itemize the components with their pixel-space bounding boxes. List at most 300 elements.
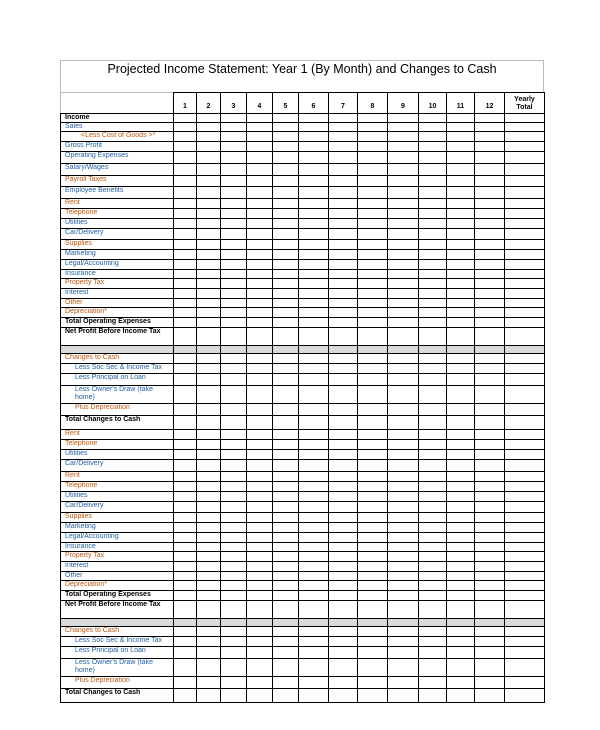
value-cell[interactable]: [388, 492, 419, 502]
value-cell[interactable]: [505, 289, 545, 299]
value-cell[interactable]: [475, 328, 505, 346]
value-cell[interactable]: [475, 386, 505, 404]
value-cell[interactable]: [299, 533, 329, 543]
value-cell[interactable]: [174, 533, 197, 543]
value-cell[interactable]: [447, 472, 475, 482]
value-cell[interactable]: [221, 689, 247, 703]
value-cell[interactable]: [475, 440, 505, 450]
value-cell[interactable]: [475, 552, 505, 562]
value-cell[interactable]: [299, 250, 329, 260]
value-cell[interactable]: [475, 513, 505, 523]
value-cell[interactable]: [447, 581, 475, 591]
value-cell[interactable]: [299, 562, 329, 572]
value-cell[interactable]: [197, 543, 221, 552]
value-cell[interactable]: [329, 677, 358, 689]
value-cell[interactable]: [475, 502, 505, 513]
value-cell[interactable]: [299, 176, 329, 187]
value-cell[interactable]: [447, 123, 475, 132]
value-cell[interactable]: [447, 152, 475, 164]
value-cell[interactable]: [419, 374, 447, 386]
value-cell[interactable]: [299, 318, 329, 328]
value-cell[interactable]: [419, 132, 447, 142]
value-cell[interactable]: [475, 187, 505, 199]
value-cell[interactable]: [299, 386, 329, 404]
value-cell[interactable]: [174, 472, 197, 482]
value-cell[interactable]: [174, 482, 197, 492]
value-cell[interactable]: [273, 637, 299, 647]
value-cell[interactable]: [447, 199, 475, 209]
value-cell[interactable]: [273, 328, 299, 346]
value-cell[interactable]: [475, 142, 505, 152]
value-cell[interactable]: [299, 513, 329, 523]
value-cell[interactable]: [221, 581, 247, 591]
value-cell[interactable]: [475, 123, 505, 132]
value-cell[interactable]: [447, 533, 475, 543]
value-cell[interactable]: [447, 318, 475, 328]
value-cell[interactable]: [221, 209, 247, 219]
value-cell[interactable]: [197, 250, 221, 260]
value-cell[interactable]: [329, 123, 358, 132]
value-cell[interactable]: [447, 142, 475, 152]
value-cell[interactable]: [197, 386, 221, 404]
value-cell[interactable]: [174, 450, 197, 460]
value-cell[interactable]: [475, 562, 505, 572]
value-cell[interactable]: [221, 562, 247, 572]
value-cell[interactable]: [329, 299, 358, 308]
value-cell[interactable]: [447, 260, 475, 270]
value-cell[interactable]: [419, 416, 447, 430]
value-cell[interactable]: [475, 619, 505, 627]
value-cell[interactable]: [329, 601, 358, 619]
value-cell[interactable]: [447, 647, 475, 659]
value-cell[interactable]: [273, 229, 299, 240]
value-cell[interactable]: [299, 572, 329, 581]
value-cell[interactable]: [273, 164, 299, 176]
value-cell[interactable]: [174, 229, 197, 240]
value-cell[interactable]: [388, 250, 419, 260]
value-cell[interactable]: [447, 250, 475, 260]
value-cell[interactable]: [388, 176, 419, 187]
value-cell[interactable]: [447, 270, 475, 279]
value-cell[interactable]: [221, 354, 247, 364]
value-cell[interactable]: [273, 581, 299, 591]
value-cell[interactable]: [247, 601, 273, 619]
value-cell[interactable]: [505, 637, 545, 647]
value-cell[interactable]: [358, 270, 388, 279]
value-cell[interactable]: [247, 677, 273, 689]
value-cell[interactable]: [358, 543, 388, 552]
value-cell[interactable]: [221, 591, 247, 601]
value-cell[interactable]: [358, 502, 388, 513]
value-cell[interactable]: [197, 318, 221, 328]
value-cell[interactable]: [505, 472, 545, 482]
value-cell[interactable]: [299, 581, 329, 591]
value-cell[interactable]: [447, 364, 475, 374]
value-cell[interactable]: [329, 132, 358, 142]
value-cell[interactable]: [273, 279, 299, 289]
value-cell[interactable]: [247, 502, 273, 513]
value-cell[interactable]: [174, 581, 197, 591]
value-cell[interactable]: [329, 523, 358, 533]
value-cell[interactable]: [358, 619, 388, 627]
value-cell[interactable]: [197, 164, 221, 176]
value-cell[interactable]: [197, 187, 221, 199]
value-cell[interactable]: [447, 328, 475, 346]
value-cell[interactable]: [221, 176, 247, 187]
value-cell[interactable]: [419, 229, 447, 240]
value-cell[interactable]: [358, 123, 388, 132]
value-cell[interactable]: [447, 552, 475, 562]
value-cell[interactable]: [247, 647, 273, 659]
value-cell[interactable]: [273, 430, 299, 440]
value-cell[interactable]: [247, 187, 273, 199]
value-cell[interactable]: [247, 533, 273, 543]
value-cell[interactable]: [221, 647, 247, 659]
value-cell[interactable]: [358, 460, 388, 472]
value-cell[interactable]: [329, 513, 358, 523]
value-cell[interactable]: [329, 460, 358, 472]
value-cell[interactable]: [388, 627, 419, 637]
value-cell[interactable]: [505, 513, 545, 523]
value-cell[interactable]: [197, 677, 221, 689]
value-cell[interactable]: [221, 364, 247, 374]
value-cell[interactable]: [419, 289, 447, 299]
value-cell[interactable]: [221, 229, 247, 240]
value-cell[interactable]: [447, 164, 475, 176]
value-cell[interactable]: [247, 492, 273, 502]
value-cell[interactable]: [299, 374, 329, 386]
value-cell[interactable]: [299, 677, 329, 689]
value-cell[interactable]: [197, 270, 221, 279]
value-cell[interactable]: [358, 627, 388, 637]
value-cell[interactable]: [247, 346, 273, 354]
value-cell[interactable]: [505, 374, 545, 386]
value-cell[interactable]: [174, 523, 197, 533]
value-cell[interactable]: [388, 659, 419, 677]
value-cell[interactable]: [299, 209, 329, 219]
value-cell[interactable]: [505, 416, 545, 430]
value-cell[interactable]: [247, 404, 273, 416]
value-cell[interactable]: [419, 677, 447, 689]
value-cell[interactable]: [174, 677, 197, 689]
value-cell[interactable]: [247, 364, 273, 374]
value-cell[interactable]: [358, 318, 388, 328]
value-cell[interactable]: [221, 543, 247, 552]
value-cell[interactable]: [299, 240, 329, 250]
value-cell[interactable]: [358, 354, 388, 364]
value-cell[interactable]: [388, 460, 419, 472]
value-cell[interactable]: [221, 416, 247, 430]
value-cell[interactable]: [505, 492, 545, 502]
value-cell[interactable]: [273, 364, 299, 374]
value-cell[interactable]: [329, 591, 358, 601]
value-cell[interactable]: [358, 601, 388, 619]
value-cell[interactable]: [174, 250, 197, 260]
value-cell[interactable]: [197, 572, 221, 581]
value-cell[interactable]: [358, 240, 388, 250]
value-cell[interactable]: [505, 562, 545, 572]
value-cell[interactable]: [447, 416, 475, 430]
value-cell[interactable]: [505, 219, 545, 229]
value-cell[interactable]: [221, 659, 247, 677]
value-cell[interactable]: [447, 114, 475, 123]
value-cell[interactable]: [247, 637, 273, 647]
value-cell[interactable]: [329, 289, 358, 299]
value-cell[interactable]: [273, 572, 299, 581]
value-cell[interactable]: [329, 260, 358, 270]
value-cell[interactable]: [388, 601, 419, 619]
value-cell[interactable]: [273, 552, 299, 562]
value-cell[interactable]: [419, 619, 447, 627]
value-cell[interactable]: [419, 482, 447, 492]
value-cell[interactable]: [475, 250, 505, 260]
value-cell[interactable]: [273, 440, 299, 450]
value-cell[interactable]: [475, 404, 505, 416]
value-cell[interactable]: [221, 250, 247, 260]
value-cell[interactable]: [329, 114, 358, 123]
value-cell[interactable]: [299, 502, 329, 513]
value-cell[interactable]: [174, 354, 197, 364]
value-cell[interactable]: [174, 289, 197, 299]
value-cell[interactable]: [505, 482, 545, 492]
value-cell[interactable]: [174, 562, 197, 572]
value-cell[interactable]: [221, 219, 247, 229]
value-cell[interactable]: [358, 299, 388, 308]
value-cell[interactable]: [388, 279, 419, 289]
value-cell[interactable]: [299, 523, 329, 533]
value-cell[interactable]: [475, 601, 505, 619]
value-cell[interactable]: [197, 279, 221, 289]
value-cell[interactable]: [419, 308, 447, 318]
value-cell[interactable]: [197, 430, 221, 440]
value-cell[interactable]: [447, 502, 475, 513]
value-cell[interactable]: [273, 513, 299, 523]
value-cell[interactable]: [475, 299, 505, 308]
value-cell[interactable]: [419, 279, 447, 289]
value-cell[interactable]: [475, 164, 505, 176]
value-cell[interactable]: [447, 637, 475, 647]
value-cell[interactable]: [247, 460, 273, 472]
value-cell[interactable]: [388, 430, 419, 440]
value-cell[interactable]: [505, 502, 545, 513]
value-cell[interactable]: [475, 308, 505, 318]
value-cell[interactable]: [197, 647, 221, 659]
value-cell[interactable]: [358, 229, 388, 240]
value-cell[interactable]: [388, 502, 419, 513]
value-cell[interactable]: [505, 627, 545, 637]
value-cell[interactable]: [505, 581, 545, 591]
value-cell[interactable]: [174, 219, 197, 229]
value-cell[interactable]: [475, 364, 505, 374]
value-cell[interactable]: [273, 176, 299, 187]
value-cell[interactable]: [247, 270, 273, 279]
value-cell[interactable]: [247, 552, 273, 562]
value-cell[interactable]: [174, 627, 197, 637]
value-cell[interactable]: [329, 416, 358, 430]
value-cell[interactable]: [273, 114, 299, 123]
value-cell[interactable]: [419, 562, 447, 572]
value-cell[interactable]: [388, 543, 419, 552]
value-cell[interactable]: [197, 562, 221, 572]
value-cell[interactable]: [358, 152, 388, 164]
value-cell[interactable]: [197, 132, 221, 142]
value-cell[interactable]: [174, 176, 197, 187]
value-cell[interactable]: [247, 659, 273, 677]
value-cell[interactable]: [247, 318, 273, 328]
value-cell[interactable]: [247, 279, 273, 289]
value-cell[interactable]: [273, 627, 299, 637]
value-cell[interactable]: [358, 114, 388, 123]
value-cell[interactable]: [358, 404, 388, 416]
value-cell[interactable]: [247, 513, 273, 523]
value-cell[interactable]: [419, 430, 447, 440]
value-cell[interactable]: [221, 270, 247, 279]
value-cell[interactable]: [273, 123, 299, 132]
value-cell[interactable]: [505, 176, 545, 187]
value-cell[interactable]: [388, 328, 419, 346]
value-cell[interactable]: [447, 601, 475, 619]
value-cell[interactable]: [174, 308, 197, 318]
value-cell[interactable]: [329, 152, 358, 164]
value-cell[interactable]: [447, 619, 475, 627]
value-cell[interactable]: [247, 450, 273, 460]
value-cell[interactable]: [197, 591, 221, 601]
value-cell[interactable]: [358, 430, 388, 440]
value-cell[interactable]: [475, 572, 505, 581]
value-cell[interactable]: [247, 152, 273, 164]
value-cell[interactable]: [388, 637, 419, 647]
value-cell[interactable]: [174, 142, 197, 152]
value-cell[interactable]: [447, 404, 475, 416]
value-cell[interactable]: [388, 354, 419, 364]
value-cell[interactable]: [273, 152, 299, 164]
value-cell[interactable]: [299, 142, 329, 152]
value-cell[interactable]: [505, 523, 545, 533]
value-cell[interactable]: [197, 627, 221, 637]
value-cell[interactable]: [247, 260, 273, 270]
value-cell[interactable]: [174, 374, 197, 386]
value-cell[interactable]: [505, 270, 545, 279]
value-cell[interactable]: [329, 689, 358, 703]
value-cell[interactable]: [329, 279, 358, 289]
value-cell[interactable]: [388, 513, 419, 523]
value-cell[interactable]: [505, 187, 545, 199]
value-cell[interactable]: [273, 318, 299, 328]
value-cell[interactable]: [299, 460, 329, 472]
value-cell[interactable]: [197, 619, 221, 627]
value-cell[interactable]: [221, 460, 247, 472]
value-cell[interactable]: [221, 552, 247, 562]
value-cell[interactable]: [447, 450, 475, 460]
value-cell[interactable]: [299, 543, 329, 552]
value-cell[interactable]: [221, 260, 247, 270]
value-cell[interactable]: [221, 572, 247, 581]
value-cell[interactable]: [329, 346, 358, 354]
value-cell[interactable]: [388, 552, 419, 562]
value-cell[interactable]: [273, 142, 299, 152]
value-cell[interactable]: [329, 240, 358, 250]
value-cell[interactable]: [447, 543, 475, 552]
value-cell[interactable]: [273, 374, 299, 386]
value-cell[interactable]: [247, 176, 273, 187]
value-cell[interactable]: [329, 440, 358, 450]
value-cell[interactable]: [388, 416, 419, 430]
value-cell[interactable]: [329, 552, 358, 562]
value-cell[interactable]: [247, 416, 273, 430]
value-cell[interactable]: [358, 637, 388, 647]
value-cell[interactable]: [197, 229, 221, 240]
value-cell[interactable]: [475, 229, 505, 240]
value-cell[interactable]: [505, 572, 545, 581]
value-cell[interactable]: [247, 164, 273, 176]
value-cell[interactable]: [475, 374, 505, 386]
value-cell[interactable]: [197, 533, 221, 543]
value-cell[interactable]: [273, 308, 299, 318]
value-cell[interactable]: [329, 354, 358, 364]
value-cell[interactable]: [358, 308, 388, 318]
value-cell[interactable]: [388, 440, 419, 450]
value-cell[interactable]: [197, 364, 221, 374]
value-cell[interactable]: [505, 346, 545, 354]
value-cell[interactable]: [505, 132, 545, 142]
value-cell[interactable]: [247, 482, 273, 492]
value-cell[interactable]: [447, 430, 475, 440]
value-cell[interactable]: [505, 404, 545, 416]
value-cell[interactable]: [505, 659, 545, 677]
value-cell[interactable]: [505, 364, 545, 374]
value-cell[interactable]: [174, 209, 197, 219]
value-cell[interactable]: [221, 513, 247, 523]
value-cell[interactable]: [329, 572, 358, 581]
value-cell[interactable]: [388, 299, 419, 308]
value-cell[interactable]: [358, 533, 388, 543]
value-cell[interactable]: [358, 472, 388, 482]
value-cell[interactable]: [475, 482, 505, 492]
value-cell[interactable]: [299, 187, 329, 199]
value-cell[interactable]: [447, 513, 475, 523]
value-cell[interactable]: [273, 482, 299, 492]
value-cell[interactable]: [505, 619, 545, 627]
value-cell[interactable]: [505, 677, 545, 689]
value-cell[interactable]: [197, 637, 221, 647]
value-cell[interactable]: [475, 543, 505, 552]
value-cell[interactable]: [273, 591, 299, 601]
value-cell[interactable]: [447, 240, 475, 250]
value-cell[interactable]: [447, 572, 475, 581]
value-cell[interactable]: [447, 219, 475, 229]
value-cell[interactable]: [388, 346, 419, 354]
value-cell[interactable]: [273, 543, 299, 552]
value-cell[interactable]: [419, 440, 447, 450]
value-cell[interactable]: [447, 354, 475, 364]
value-cell[interactable]: [197, 308, 221, 318]
value-cell[interactable]: [174, 164, 197, 176]
value-cell[interactable]: [505, 430, 545, 440]
value-cell[interactable]: [221, 299, 247, 308]
value-cell[interactable]: [358, 187, 388, 199]
value-cell[interactable]: [273, 450, 299, 460]
value-cell[interactable]: [388, 619, 419, 627]
value-cell[interactable]: [273, 199, 299, 209]
value-cell[interactable]: [299, 450, 329, 460]
value-cell[interactable]: [174, 619, 197, 627]
value-cell[interactable]: [475, 472, 505, 482]
value-cell[interactable]: [299, 472, 329, 482]
value-cell[interactable]: [419, 152, 447, 164]
value-cell[interactable]: [388, 164, 419, 176]
value-cell[interactable]: [388, 472, 419, 482]
value-cell[interactable]: [174, 513, 197, 523]
